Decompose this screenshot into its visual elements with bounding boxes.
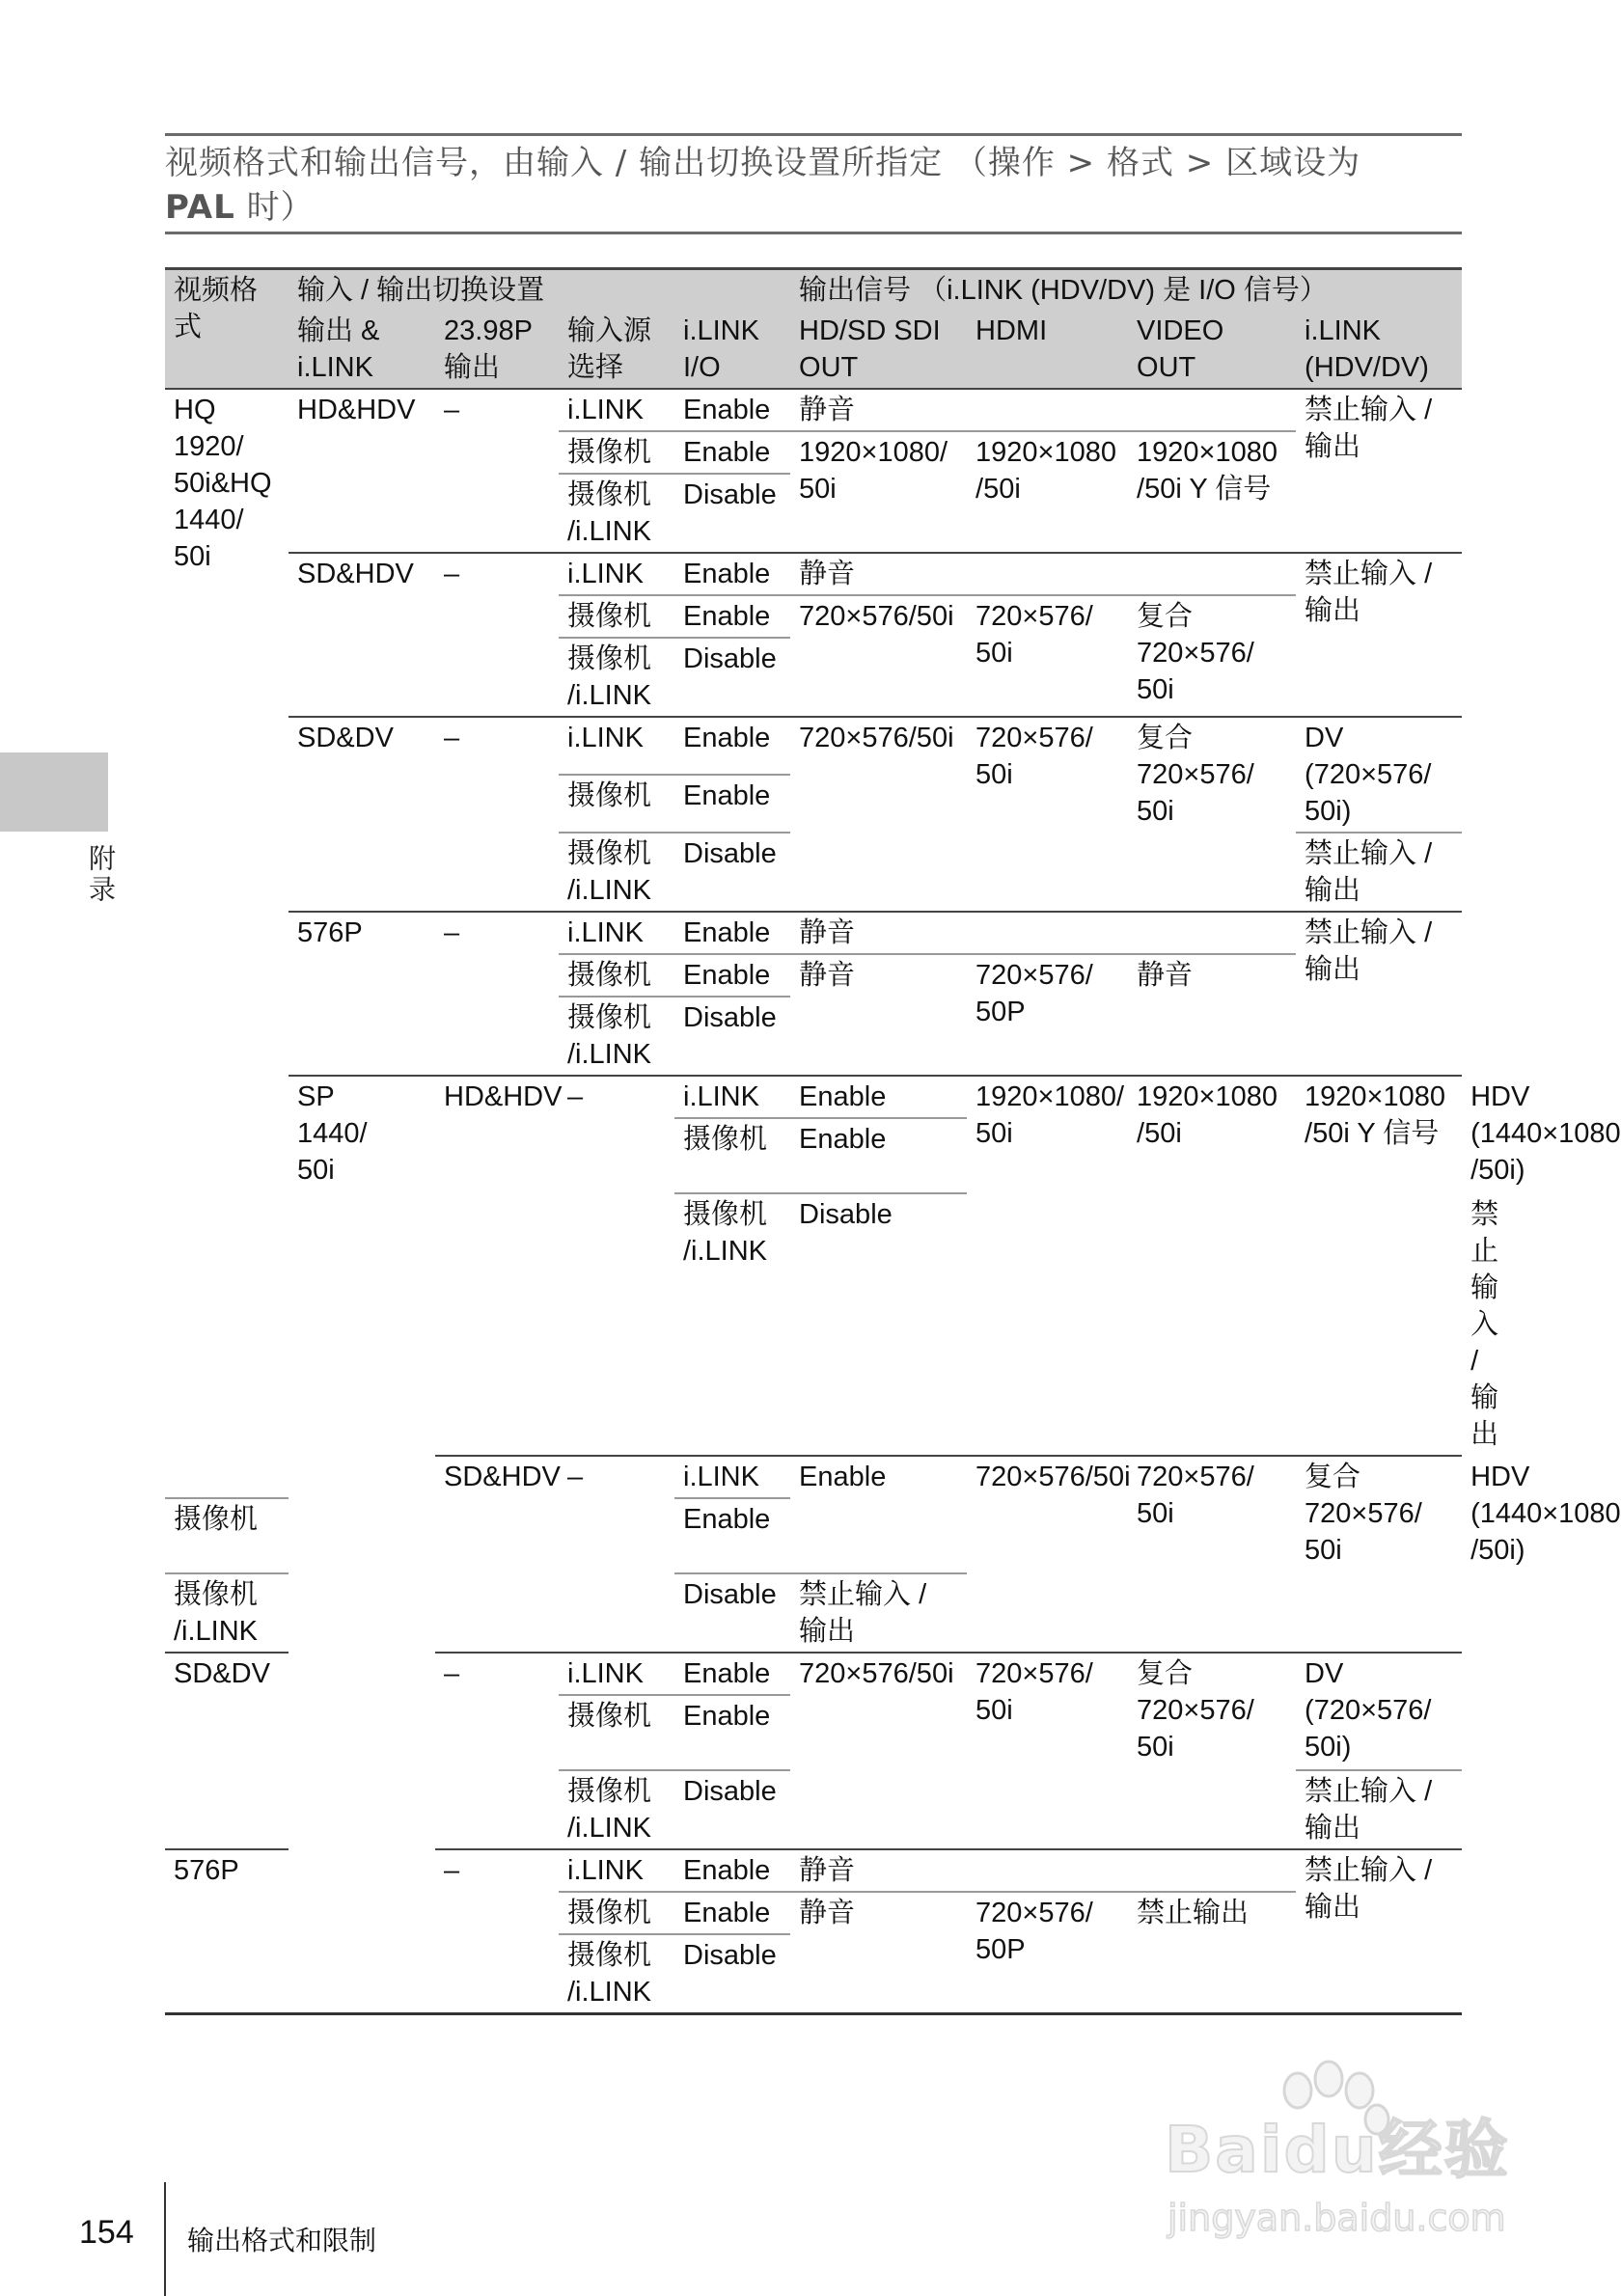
cell-input-source: 摄像机: [559, 954, 674, 997]
cell-video-out: 1920×1080 /50i Y 信号: [1128, 431, 1296, 553]
footer-section-title: 输出格式和限制: [187, 2225, 377, 2256]
cell-ilink-out: 禁止输入 / 输出: [1296, 389, 1462, 553]
cell-input-source: 摄像机 /i.LINK: [559, 1770, 674, 1849]
cell-ilink-io: Enable: [790, 1076, 967, 1118]
title-bottom-rule: [165, 232, 1462, 234]
th-output-signal: 输出信号 （i.LINK (HDV/DV) 是 I/O 信号）: [790, 269, 1462, 312]
cell-ilink-io: Enable: [674, 912, 790, 954]
cell-mode: 576P: [165, 1849, 288, 2014]
cell-input-source: i.LINK: [559, 553, 674, 595]
cell-hdmi: 720×576/ 50i: [1128, 1456, 1296, 1653]
cell-sdi: 1920×1080/ 50i: [967, 1076, 1128, 1456]
cell-ilink-io: Enable: [674, 717, 790, 775]
cell-video-out: 禁止输出: [1128, 1892, 1296, 2014]
cell-video-out: 复合 720×576/ 50i: [1128, 1653, 1296, 1849]
watermark-brand: Baidu经验: [1165, 2113, 1510, 2187]
format-output-table: [165, 267, 1621, 2015]
cell-input-source: 摄像机 /i.LINK: [559, 474, 674, 553]
cell-ilink-io: Enable: [790, 1118, 967, 1193]
cell-output-mute: 静音: [790, 389, 1296, 431]
table-row: [165, 912, 1462, 954]
cell-dash: –: [435, 912, 559, 1076]
page-title-line2: 时）: [234, 188, 315, 227]
cell-ilink-io: Disable: [674, 1770, 790, 1849]
cell-input-source: 摄像机: [674, 1118, 790, 1193]
cell-hdmi: 1920×1080 /50i: [967, 431, 1128, 553]
cell-ilink-io: Enable: [674, 1892, 790, 1934]
cell-input-source: i.LINK: [559, 717, 674, 775]
cell-input-source: 摄像机 /i.LINK: [559, 997, 674, 1076]
cell-sdi: 720×576/50i: [790, 595, 967, 717]
cell-sdi: 1920×1080/ 50i: [790, 431, 967, 553]
cell-hdmi: 1920×1080 /50i: [1128, 1076, 1296, 1456]
cell-hdmi: 720×576/ 50P: [967, 1892, 1128, 2014]
table-header-row-1: [165, 269, 1462, 312]
cell-ilink-io: Enable: [674, 954, 790, 997]
cell-video-out: 1920×1080 /50i Y 信号: [1296, 1076, 1462, 1456]
cell-dash: –: [559, 1076, 674, 1456]
th-ilink-io: i.LINK I/O: [674, 311, 790, 389]
cell-dash: –: [435, 1653, 559, 1849]
cell-dash: –: [435, 553, 559, 717]
cell-mode: SD&HDV: [435, 1456, 559, 1653]
cell-ilink-out: DV (720×576/ 50i): [1296, 1653, 1462, 1770]
cell-ilink-io: Disable: [674, 1573, 790, 1653]
th-hdmi: HDMI: [967, 311, 1128, 389]
cell-ilink-io: Disable: [674, 1934, 790, 2014]
cell-mode: HD&HDV: [288, 389, 435, 553]
table-row: [165, 553, 1462, 595]
cell-ilink-io: Enable: [674, 595, 790, 638]
cell-sdi: 静音: [790, 1892, 967, 2014]
cell-mode: HD&HDV: [435, 1076, 559, 1456]
cell-ilink-io: Enable: [674, 1653, 790, 1695]
page-title-line1: 视频格式和输出信号，由输入 / 输出切换设置所指定 （操作 > 格式 > 区域设为: [165, 144, 1361, 182]
cell-ilink-io: Disable: [674, 997, 790, 1076]
cell-input-source: i.LINK: [674, 1076, 790, 1118]
page-number: 154: [79, 2214, 134, 2251]
cell-ilink-io: Disable: [790, 1193, 967, 1456]
cell-sdi: 720×576/50i: [967, 1456, 1128, 1653]
cell-input-source: 摄像机: [559, 1892, 674, 1934]
cell-format-sp: SP 1440/ 50i: [288, 1076, 435, 2014]
cell-ilink-out: 禁止输入 / 输出: [1296, 912, 1462, 1076]
format-table-wrapper: [165, 267, 1621, 2015]
cell-ilink-io: Enable: [674, 1498, 790, 1573]
cell-mode: SD&DV: [288, 717, 435, 912]
cell-ilink-out: 禁止输入 / 输出: [790, 1573, 967, 1653]
th-2398p: 23.98P 输出: [435, 311, 559, 389]
cell-ilink-io: Disable: [674, 833, 790, 912]
table-header-row-2: [165, 311, 1462, 389]
cell-ilink-io: Enable: [674, 1695, 790, 1770]
cell-input-source: 摄像机: [165, 1498, 288, 1573]
cell-dash: –: [435, 1849, 559, 2014]
cell-video-out: 复合 720×576/ 50i: [1296, 1456, 1462, 1653]
cell-input-source: i.LINK: [559, 1653, 674, 1695]
section-side-label: 附录: [85, 844, 117, 906]
cell-ilink-io: Disable: [674, 638, 790, 717]
cell-sdi: 720×576/50i: [790, 717, 967, 912]
table-row: [165, 717, 1462, 775]
cell-mode: SD&HDV: [288, 553, 435, 717]
page-title: [165, 141, 1462, 230]
cell-input-source: 摄像机: [559, 1695, 674, 1770]
cell-hdmi: 720×576/ 50i: [967, 717, 1128, 912]
cell-input-source: 摄像机: [559, 775, 674, 833]
cell-input-source: i.LINK: [559, 912, 674, 954]
cell-input-source: 摄像机 /i.LINK: [559, 638, 674, 717]
cell-ilink-out: 禁止输入 / 输出: [1296, 1770, 1462, 1849]
cell-ilink-io: Enable: [790, 1456, 967, 1498]
footer-rule: [164, 2182, 166, 2296]
cell-video-out: 静音: [1128, 954, 1296, 1076]
cell-sdi: 静音: [790, 954, 967, 1076]
cell-sdi: 720×576/50i: [790, 1653, 967, 1849]
cell-dash: –: [559, 1456, 674, 1653]
cell-ilink-io: Enable: [674, 1849, 790, 1892]
cell-input-source: 摄像机 /i.LINK: [674, 1193, 790, 1456]
th-video-out: VIDEO OUT: [1128, 311, 1296, 389]
cell-ilink-io: Enable: [674, 431, 790, 474]
th-input-source: 输入源 选择: [559, 311, 674, 389]
title-top-rule: [165, 133, 1462, 136]
table-row: SP 1440/ 50i HD&HDV – i.LINK Enable 1920×1080/ 50i 1920×1080 /50i 1920×1080 /50i Y 信号 HDV (1440×1080 /50i): [165, 1076, 1462, 1118]
watermark-url: jingyan.baidu.com: [1168, 2197, 1506, 2239]
th-video-format: 视频格 式: [165, 269, 288, 390]
cell-mode: SD&DV: [165, 1653, 288, 1849]
th-io-switch: 输入 / 输出切换设置: [288, 269, 790, 312]
cell-hdmi: 720×576/ 50i: [967, 1653, 1128, 1849]
cell-input-source: i.LINK: [674, 1456, 790, 1498]
cell-video-out: 复合 720×576/ 50i: [1128, 595, 1296, 717]
cell-video-out: 复合 720×576/ 50i: [1128, 717, 1296, 912]
cell-input-source: i.LINK: [559, 1849, 674, 1892]
cell-ilink-out: 禁止输入 / 输出: [1296, 1849, 1462, 2014]
th-out-ilink: 输出 & i.LINK: [288, 311, 435, 389]
cell-input-source: 摄像机 /i.LINK: [559, 833, 674, 912]
cell-output-mute: 静音: [790, 912, 1296, 954]
th-ilink-hdvdv: i.LINK (HDV/DV): [1296, 311, 1462, 389]
cell-ilink-io: Disable: [674, 474, 790, 553]
cell-hdmi: 720×576/ 50i: [967, 595, 1128, 717]
page-title-bold: PAL: [165, 188, 235, 227]
cell-ilink-io: Enable: [674, 389, 790, 431]
cell-ilink-out: DV (720×576/ 50i): [1296, 717, 1462, 833]
cell-mode: 576P: [288, 912, 435, 1076]
cell-input-source: 摄像机 /i.LINK: [559, 1934, 674, 2014]
cell-ilink-io: Enable: [674, 775, 790, 833]
table-row: SD&HDV – i.LINK Enable 720×576/50i 720×576/ 50i 复合 720×576/ 50i HDV (1440×1080 /50i): [165, 1456, 1462, 1498]
table-row: 摄像机 /i.LINK Disable 禁止输入 / 输出: [165, 1193, 1462, 1456]
cell-input-source: 摄像机 /i.LINK: [165, 1573, 288, 1653]
cell-input-source: 摄像机: [559, 431, 674, 474]
table-row: [165, 389, 1462, 431]
cell-output-mute: 静音: [790, 1849, 1296, 1892]
cell-ilink-out: 禁止输入 / 输出: [1296, 833, 1462, 912]
cell-format-hq: HQ 1920/ 50i&HQ 1440/ 50i: [165, 389, 288, 1498]
cell-ilink-out: 禁止输入 / 输出: [1296, 553, 1462, 717]
cell-input-source: 摄像机: [559, 595, 674, 638]
section-tab: [0, 752, 108, 832]
cell-input-source: i.LINK: [559, 389, 674, 431]
cell-ilink-io: Enable: [674, 553, 790, 595]
cell-hdmi: 720×576/ 50P: [967, 954, 1128, 1076]
th-hdsd-sdi: HD/SD SDI OUT: [790, 311, 967, 389]
cell-output-mute: 静音: [790, 553, 1296, 595]
cell-dash: –: [435, 389, 559, 553]
cell-dash: –: [435, 717, 559, 912]
